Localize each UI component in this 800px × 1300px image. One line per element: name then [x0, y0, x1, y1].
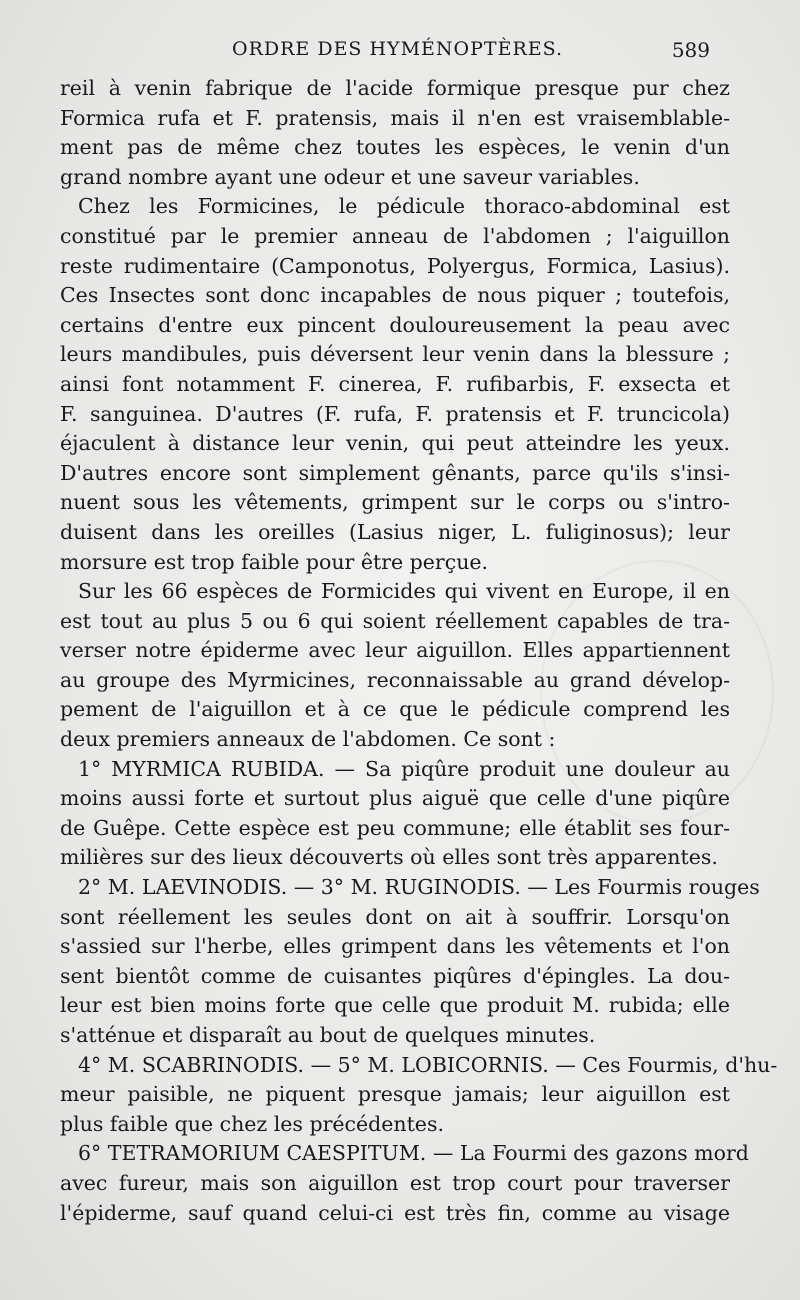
text-line: verser notre épiderme avec leur aiguillon. Elles appartiennent	[60, 638, 730, 663]
text-line: morsure est trop faible pour être perçue.	[60, 549, 489, 574]
text-line: leurs mandibules, puis déversent leur venin dans la blessure ;	[60, 342, 730, 367]
text-line: nuent sous les vêtements, grimpent sur le corps ou s'intro-	[60, 490, 730, 515]
text-line: pement de l'aiguillon et à ce que le pédicule comprend les	[60, 697, 730, 722]
text-line: D'autres encore sont simplement gênants, parce qu'ils s'insi-	[60, 460, 730, 485]
text-line: Chez les Formicines, le pédicule thoraco-abdominal est	[78, 194, 730, 219]
text-line: de Guêpe. Cette espèce est peu commune; elle établit ses four-	[60, 815, 730, 840]
text-line: ment pas de même chez toutes les espèces, le venin d'un	[60, 135, 730, 160]
text-line: 6° TETRAMORIUM CAESPITUM. — La Fourmi des gazons mord	[78, 1141, 749, 1166]
text-line: F. sanguinea. D'autres (F. rufa, F. pratensis et F. truncicola)	[60, 401, 730, 426]
text-line: Sur les 66 espèces de Formicides qui vivent en Europe, il en	[78, 579, 730, 604]
text-line: leur est bien moins forte que celle que produit M. rubida; elle	[60, 993, 730, 1018]
body-text	[60, 74, 778, 1228]
text-line: reil à venin fabrique de l'acide formique presque pur chez	[60, 76, 730, 100]
text-line: 1° MYRMICA RUBIDA. — Sa piqûre produit une douleur au	[78, 756, 730, 781]
page-header	[0, 38, 800, 66]
text-line: Ces Insectes sont donc incapables de nous piquer ; toutefois,	[60, 283, 730, 308]
text-line: avec fureur, mais son aiguillon est trop court pour traverser	[60, 1170, 730, 1195]
text-line: 2° M. LAEVINODIS. — 3° M. RUGINODIS. — Les Fourmis rouges	[78, 875, 760, 900]
page-number: 589	[671, 38, 710, 62]
text-line: moins aussi forte et surtout plus aiguë que celle d'une piqûre	[60, 786, 730, 811]
text-line: s'assied sur l'herbe, elles grimpent dans les vêtements et l'on	[60, 934, 730, 959]
text-line: deux premiers anneaux de l'abdomen. Ce sont :	[60, 727, 556, 752]
text-line: grand nombre ayant une odeur et une saveur variables.	[60, 164, 640, 189]
text-line: 4° M. SCABRINODIS. — 5° M. LOBICORNIS. — Ces Fourmis, d'hu-	[78, 1052, 778, 1077]
text-line: ainsi font notamment F. cinerea, F. rufibarbis, F. exsecta et	[60, 371, 730, 396]
text-line: certains d'entre eux pincent douloureusement la peau avec	[60, 312, 730, 337]
text-line: constitué par le premier anneau de l'abdomen ; l'aiguillon	[60, 223, 730, 248]
text-line: Formica rufa et F. pratensis, mais il n'en est vraisemblable-	[60, 105, 730, 130]
text-line: éjaculent à distance leur venin, qui peut atteindre les yeux.	[60, 431, 730, 456]
text-line: au groupe des Myrmicines, reconnaissable au grand dévelop-	[60, 667, 730, 692]
text-line: duisent dans les oreilles (Lasius niger, L. fuliginosus); leur	[60, 519, 730, 544]
text-line: milières sur des lieux découverts où elles sont très apparentes.	[60, 845, 718, 870]
text-line: meur paisible, ne piquent presque jamais; leur aiguillon est	[60, 1082, 730, 1107]
running-title: ORDRE DES HYMÉNOPTÈRES.	[232, 38, 564, 60]
text-line: l'épiderme, sauf quand celui-ci est très fin, comme au visage	[60, 1200, 730, 1225]
text-line: reste rudimentaire (Camponotus, Polyergus, Formica, Lasius).	[60, 253, 730, 278]
text-line: s'atténue et disparaît au bout de quelques minutes.	[60, 1023, 596, 1047]
text-line: plus faible que chez les précédentes.	[60, 1111, 444, 1136]
text-line: est tout au plus 5 ou 6 qui soient réellement capables de tra-	[60, 608, 730, 633]
text-line: sont réellement les seules dont on ait à souffrir. Lorsqu'on	[60, 904, 730, 929]
text-line: sent bientôt comme de cuisantes piqûres d'épingles. La dou-	[60, 963, 730, 988]
